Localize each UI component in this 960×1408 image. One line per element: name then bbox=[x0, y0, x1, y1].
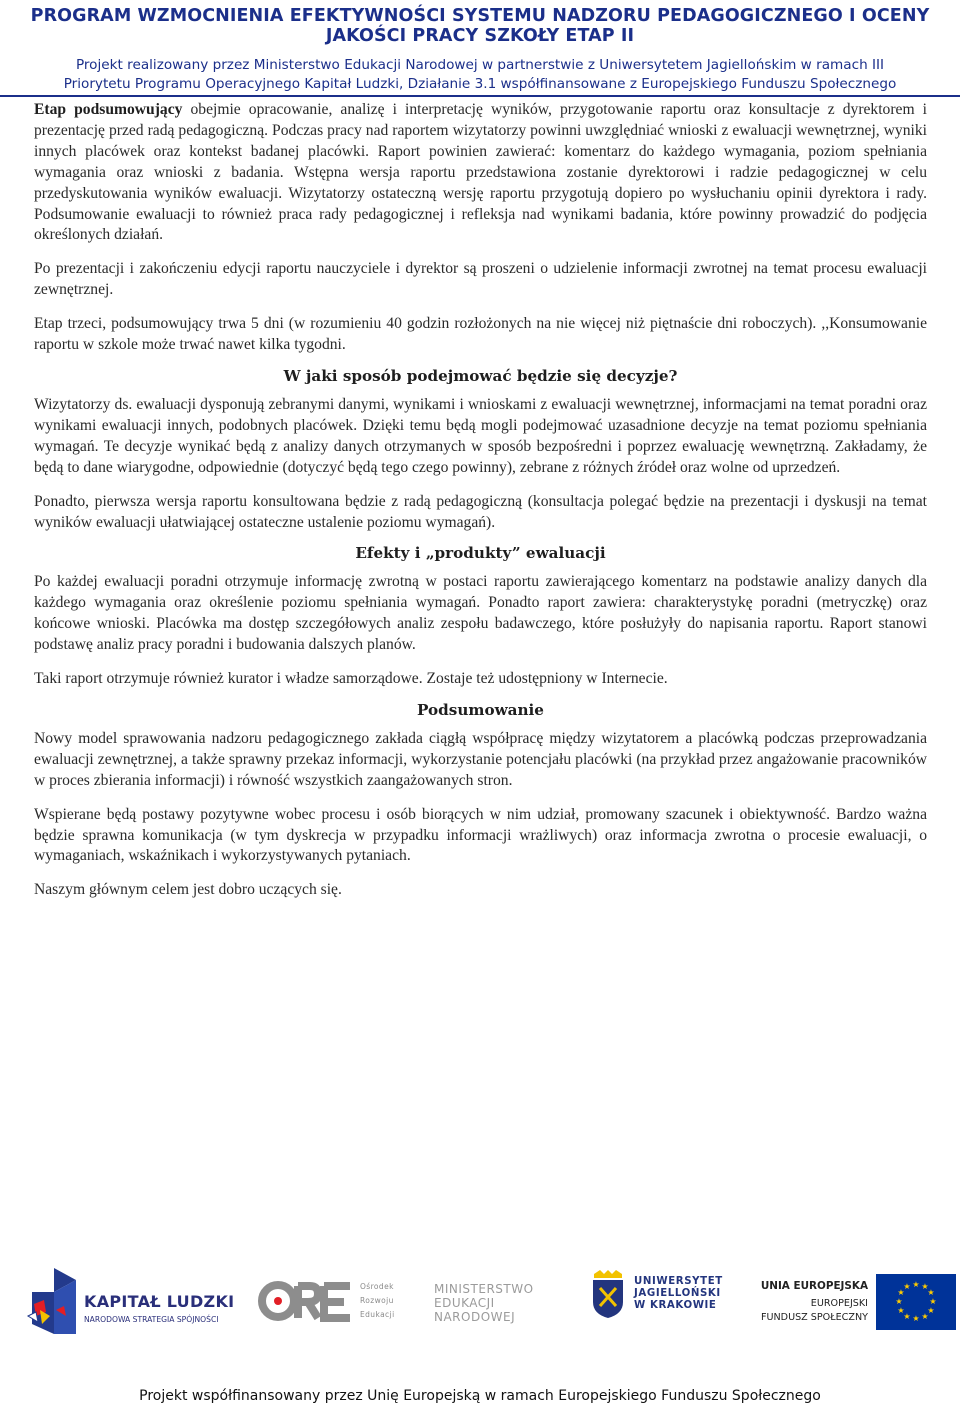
ue-line1: UNIA EUROPEJSKA bbox=[760, 1280, 868, 1292]
logo-uj bbox=[590, 1268, 750, 1332]
paragraph-summary-3: Naszym głównym celem jest dobro uczących się. bbox=[34, 881, 342, 899]
ore-line2: Rozwoju bbox=[360, 1296, 394, 1305]
document-footer: Projekt współfinansowany przez Unię Europejską w ramach Europejskiego Funduszu Społecznego bbox=[139, 1388, 821, 1404]
paragraph-consultation: Ponadto, pierwsza wersja raportu konsultowana będzie z radą pedagogiczną (konsultacja polegać będzie na prezentacji i dyskusji na temat wyników ewaluacji ułatwiającej ostateczne ustalenie poziomu wymagań). bbox=[34, 492, 927, 531]
ore-side-text bbox=[360, 1280, 395, 1322]
paragraph-report-recipients: Taki raport otrzymuje również kurator i władze samorządowe. Zostaje też udostępniony w Internecie. bbox=[34, 670, 668, 688]
eu-flag-icon bbox=[876, 1274, 956, 1330]
svg-text:★: ★ bbox=[912, 1314, 920, 1323]
paragraph-summary-2: Wspierane będą postawy pozytywne wobec procesu i osób biorących w nim udział, promowany szacunek i obiektywność. Bardzo ważna będzie sprawna komunikacja (w tym dyskrecja w przypadku informacji wrażliwych) oraz informacja zwrotna o procesie ewaluacji, o wymaganiach, wskaźnikach i wykorzystywanych pytaniach. bbox=[34, 805, 927, 865]
ue-line3: FUNDUSZ SPOŁECZNY bbox=[760, 1312, 868, 1323]
svg-text:★: ★ bbox=[921, 1282, 929, 1291]
header-title-line2: JAKOŚCI PRACY SZKOŁY ETAP II bbox=[325, 26, 635, 46]
uj-line2: JAGIELLOŃSKI bbox=[634, 1288, 721, 1299]
paragraph-text: obejmie opracowanie, analizę i interpretację wyników, przygotowanie raportu oraz konsultacje z dyrektorem i prezentację przed radą pedagogiczną. Podczas pracy nad raportem wizytatorzy powinni uwzględniać wnioski z ewaluacji wewnętrznej, wyniki innych placówek oraz kontekst badanej placówki. Raport powinien zawierać: komentarz do każdego wymagania, poziom spełniania wymagania oraz wnioski z badania. Wstępna wersja raportu przedstawiona zostanie dyrektorowi i radzie pedagogicznej w celu przedyskutowania wyników ewaluacji. Wizytatorzy ostateczną wersję raportu przygotują dopiero po wysłuchaniu opinii dyrektora i rady. Podsumowanie ewaluacji to również praca rady pedagogicznej i refleksja nad wynikami badania, które powinny prowadzić do podjęcia określonych działań. bbox=[34, 101, 927, 244]
header-subtitle-line2: Priorytetu Programu Operacyjnego Kapitał Ludzki, Działanie 3.1 współfinansowane z Europejskiego Funduszu Społecznego bbox=[63, 76, 897, 92]
logo-ore bbox=[258, 1276, 406, 1332]
paragraph-effects: Po każdej ewaluacji poradni otrzymuje informację zwrotną w postaci raportu zawierającego komentarz na podstawie analizy danych dla każdego wymagania oraz określenie poziomu spełniania wymagań. Ponadto raport zawiera: charakterystykę poradni (metryczkę) oraz końcowe wnioski. Placówka ma dostęp szczegółowych analiz zespołu badawczego, które posłużyły do napisania raportu. Raport stanowi podstawę analiz pracy poradni i budowania dalszych planów. bbox=[34, 573, 927, 654]
ore-line3: Edukacji bbox=[360, 1310, 395, 1319]
svg-text:★: ★ bbox=[895, 1297, 903, 1306]
logo-men bbox=[434, 1282, 554, 1338]
svg-text:★: ★ bbox=[929, 1297, 937, 1306]
kapital-ludzki-name: KAPITAŁ LUDZKI bbox=[84, 1292, 235, 1311]
men-text bbox=[434, 1282, 534, 1324]
header-divider bbox=[0, 95, 960, 97]
uj-crest-icon bbox=[590, 1268, 626, 1320]
header-subtitle-line1: Projekt realizowany przez Ministerstwo Edukacji Narodowej w partnerstwie z Uniwersytetem Jagiellońskim w ramach III bbox=[75, 57, 885, 73]
header-title-line1: PROGRAM WZMOCNIENIA EFEKTYWNOŚCI SYSTEMU NADZORU PEDAGOGICZNEGO I OCENY bbox=[30, 6, 930, 26]
logo-kapital-ludzki bbox=[24, 1266, 234, 1336]
men-line1: MINISTERSTWO bbox=[434, 1282, 534, 1296]
svg-text:★: ★ bbox=[927, 1306, 935, 1315]
svg-text:★: ★ bbox=[912, 1280, 920, 1289]
partner-logos bbox=[0, 1262, 960, 1342]
kapital-ludzki-emblem-icon bbox=[24, 1266, 80, 1336]
paragraph-feedback: Po prezentacji i zakończeniu edycji raportu nauczyciele i dyrektor są proszeni o udzielenie informacji zwrotnej na temat procesu ewaluacji zewnętrznej. bbox=[34, 260, 927, 299]
paragraph-summary-1: Nowy model sprawowania nadzoru pedagogicznego zakłada ciągłą współpracę między wizytatorem a placówką podczas przeprowadzania ewaluacji zewnętrznej, a także sprawny przekaz informacji, wykorzystanie potencjału placówki (na przykład przez angażowanie pracowników w proces zbierania informacji) i równość wszystkich zaangażowanych stron. bbox=[34, 729, 927, 789]
svg-text:★: ★ bbox=[903, 1282, 911, 1291]
svg-text:★: ★ bbox=[897, 1306, 905, 1315]
kapital-ludzki-tagline: NARODOWA STRATEGIA SPÓJNOŚCI bbox=[84, 1315, 219, 1324]
document-body bbox=[34, 100, 927, 914]
heading-decisions: W jaki sposób podejmować będzie się decyzje? bbox=[283, 366, 678, 385]
paragraph-duration: Etap trzeci, podsumowujący trwa 5 dni (w rozumieniu 40 godzin rozłożonych na nie więcej niż piętnaście dni roboczych). ,,Konsumowanie raportu w szkole może trwać nawet kilka tygodni. bbox=[34, 315, 927, 354]
logo-ue bbox=[758, 1274, 956, 1334]
men-line2: EDUKACJI bbox=[434, 1296, 495, 1310]
paragraph-summary-stage bbox=[34, 100, 927, 246]
heading-summary: Podsumowanie bbox=[417, 700, 544, 719]
paragraph-decisions: Wizytatorzy ds. ewaluacji dysponują zebranymi danymi, wynikami i wnioskami z ewaluacji wewnętrznej, informacjami na temat poradni oraz wynikami ewaluacji innych, podobnych placówek. Dzięki temu będą mogli podejmować uzasadnione decyzje na temat poziomu spełniania wymagań. Te decyzje wynikać będą z analizy danych otrzymanych w sposób bezpośredni i poprzez ewaluację wewnętrzną. Zakładamy, że będą to dane wiarygodne, odpowiednie (dotyczyć będą tego czego powinny), zebrane z różnych źródeł oraz wolne od uprzedzeń. bbox=[34, 395, 927, 476]
ue-line2: EUROPEJSKI bbox=[810, 1298, 868, 1309]
svg-text:★: ★ bbox=[897, 1288, 905, 1297]
heading-effects: Efekty i „produkty” ewaluacji bbox=[355, 544, 606, 563]
svg-text:★: ★ bbox=[921, 1312, 929, 1321]
uj-line1: UNIWERSYTET bbox=[634, 1276, 723, 1287]
svg-text:★: ★ bbox=[903, 1312, 911, 1321]
paragraph-lead: Etap podsumowujący bbox=[34, 101, 183, 118]
men-line3: NARODOWEJ bbox=[434, 1310, 516, 1324]
ore-logo-mark-icon bbox=[258, 1276, 354, 1326]
document-header bbox=[0, 0, 960, 94]
uj-text bbox=[634, 1276, 723, 1312]
uj-line3: W KRAKOWIE bbox=[634, 1300, 717, 1311]
svg-text:★: ★ bbox=[927, 1288, 935, 1297]
ore-line1: Ośrodek bbox=[360, 1282, 394, 1291]
